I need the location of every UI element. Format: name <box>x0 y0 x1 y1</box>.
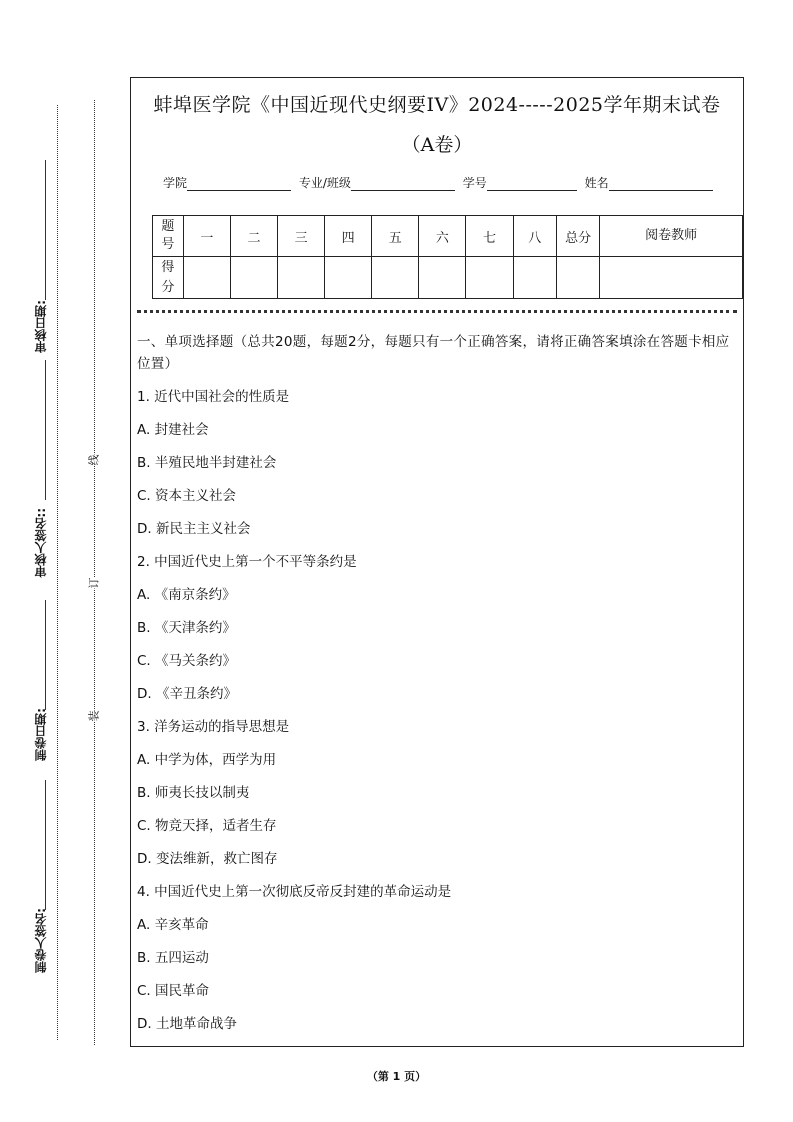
bind-install-mark: 装 <box>87 710 101 722</box>
name-label: 姓名 <box>584 176 609 190</box>
question-stem: 4. 中国近代史上第一次彻底反帝反封建的革命运动是 <box>137 884 452 900</box>
review-date-label: 审核日期: <box>34 300 48 353</box>
binding-dotted-line <box>94 100 95 1045</box>
section-heading: 一、单项选择题（总共20题，每题2分，每题只有一个正确答案，请将正确答案填涂在答题卡相应位置） <box>137 334 730 372</box>
col-1: 一 <box>183 216 230 257</box>
option[interactable]: C. 《马关条约》 <box>137 653 237 669</box>
col-total: 总分 <box>556 216 599 257</box>
option[interactable]: A. 中学为体，西学为用 <box>137 752 277 768</box>
row-label-number: 题号 <box>153 216 184 257</box>
question-stem: 2. 中国近代史上第一个不平等条约是 <box>137 554 357 570</box>
left-dotted-border <box>57 105 58 1040</box>
col-8: 八 <box>513 216 556 257</box>
major-field[interactable] <box>351 178 455 191</box>
exam-subtitle: （A卷） <box>401 134 473 156</box>
option[interactable]: D. 《辛丑条约》 <box>137 686 237 702</box>
exam-title: 蚌埠医学院《中国近现代史纲要IV》2024-----2025学年期末试卷 <box>153 94 721 116</box>
score-cell[interactable] <box>556 257 599 299</box>
score-header-row <box>153 216 743 257</box>
score-cell[interactable] <box>183 257 230 299</box>
option[interactable]: C. 资本主义社会 <box>137 488 237 504</box>
score-cell[interactable] <box>513 257 556 299</box>
id-label: 学号 <box>462 176 487 190</box>
score-cell[interactable] <box>278 257 325 299</box>
question-2 <box>137 551 737 716</box>
option[interactable]: A. 封建社会 <box>137 422 209 438</box>
option[interactable]: B. 五四运动 <box>137 950 209 966</box>
bind-line-mark: 线 <box>87 454 101 466</box>
college-field[interactable] <box>187 178 291 191</box>
option[interactable]: D. 变法维新，救亡图存 <box>137 851 278 867</box>
sidebar-line-3 <box>45 600 46 710</box>
student-info-row <box>163 174 717 191</box>
col-2: 二 <box>230 216 277 257</box>
row-label-score: 得分 <box>153 257 184 299</box>
score-cell[interactable] <box>230 257 277 299</box>
id-field[interactable] <box>487 178 577 191</box>
col-7: 七 <box>466 216 513 257</box>
maker-date-label: 制卷日期: <box>34 708 48 761</box>
col-3: 三 <box>278 216 325 257</box>
col-5: 五 <box>372 216 419 257</box>
score-cell[interactable] <box>466 257 513 299</box>
name-field[interactable] <box>609 178 713 191</box>
col-reviewer: 阅卷教师 <box>600 216 743 257</box>
option[interactable]: D. 土地革命战争 <box>137 1016 237 1032</box>
score-table <box>152 215 743 299</box>
option[interactable]: B. 师夷长技以制夷 <box>137 785 250 801</box>
option[interactable]: A. 辛亥革命 <box>137 917 209 933</box>
section-divider <box>137 310 737 313</box>
sidebar-line-1 <box>45 160 46 300</box>
option[interactable]: A. 《南京条约》 <box>137 587 236 603</box>
sidebar-line-2 <box>45 360 46 500</box>
score-cell[interactable] <box>600 257 743 299</box>
score-cell[interactable] <box>419 257 466 299</box>
option[interactable]: D. 新民主主义社会 <box>137 521 251 537</box>
college-label: 学院 <box>163 176 188 190</box>
exam-frame <box>130 77 744 1047</box>
option[interactable]: B. 《天津条约》 <box>137 620 236 636</box>
question-3 <box>137 716 737 881</box>
col-4: 四 <box>325 216 372 257</box>
page-number: （第 1 页） <box>366 1070 427 1083</box>
major-label: 专业/班级 <box>298 176 351 190</box>
question-stem: 1. 近代中国社会的性质是 <box>137 389 290 405</box>
question-1 <box>137 386 737 551</box>
score-cell[interactable] <box>372 257 419 299</box>
option[interactable]: C. 物竞天择，适者生存 <box>137 818 277 834</box>
score-cell[interactable] <box>325 257 372 299</box>
score-value-row <box>153 257 743 299</box>
option[interactable]: B. 半殖民地半封建社会 <box>137 455 277 471</box>
sidebar-line-4 <box>45 780 46 910</box>
question-4 <box>137 881 737 1046</box>
question-stem: 3. 洋务运动的指导思想是 <box>137 719 290 735</box>
reviewer-sign-label: 审核人签名:: <box>34 508 48 578</box>
col-6: 六 <box>419 216 466 257</box>
question-section <box>137 331 737 1046</box>
option[interactable]: C. 国民革命 <box>137 983 210 999</box>
maker-sign-label: 制卷人签名: <box>34 908 48 973</box>
bind-order-mark: 订 <box>87 577 101 589</box>
